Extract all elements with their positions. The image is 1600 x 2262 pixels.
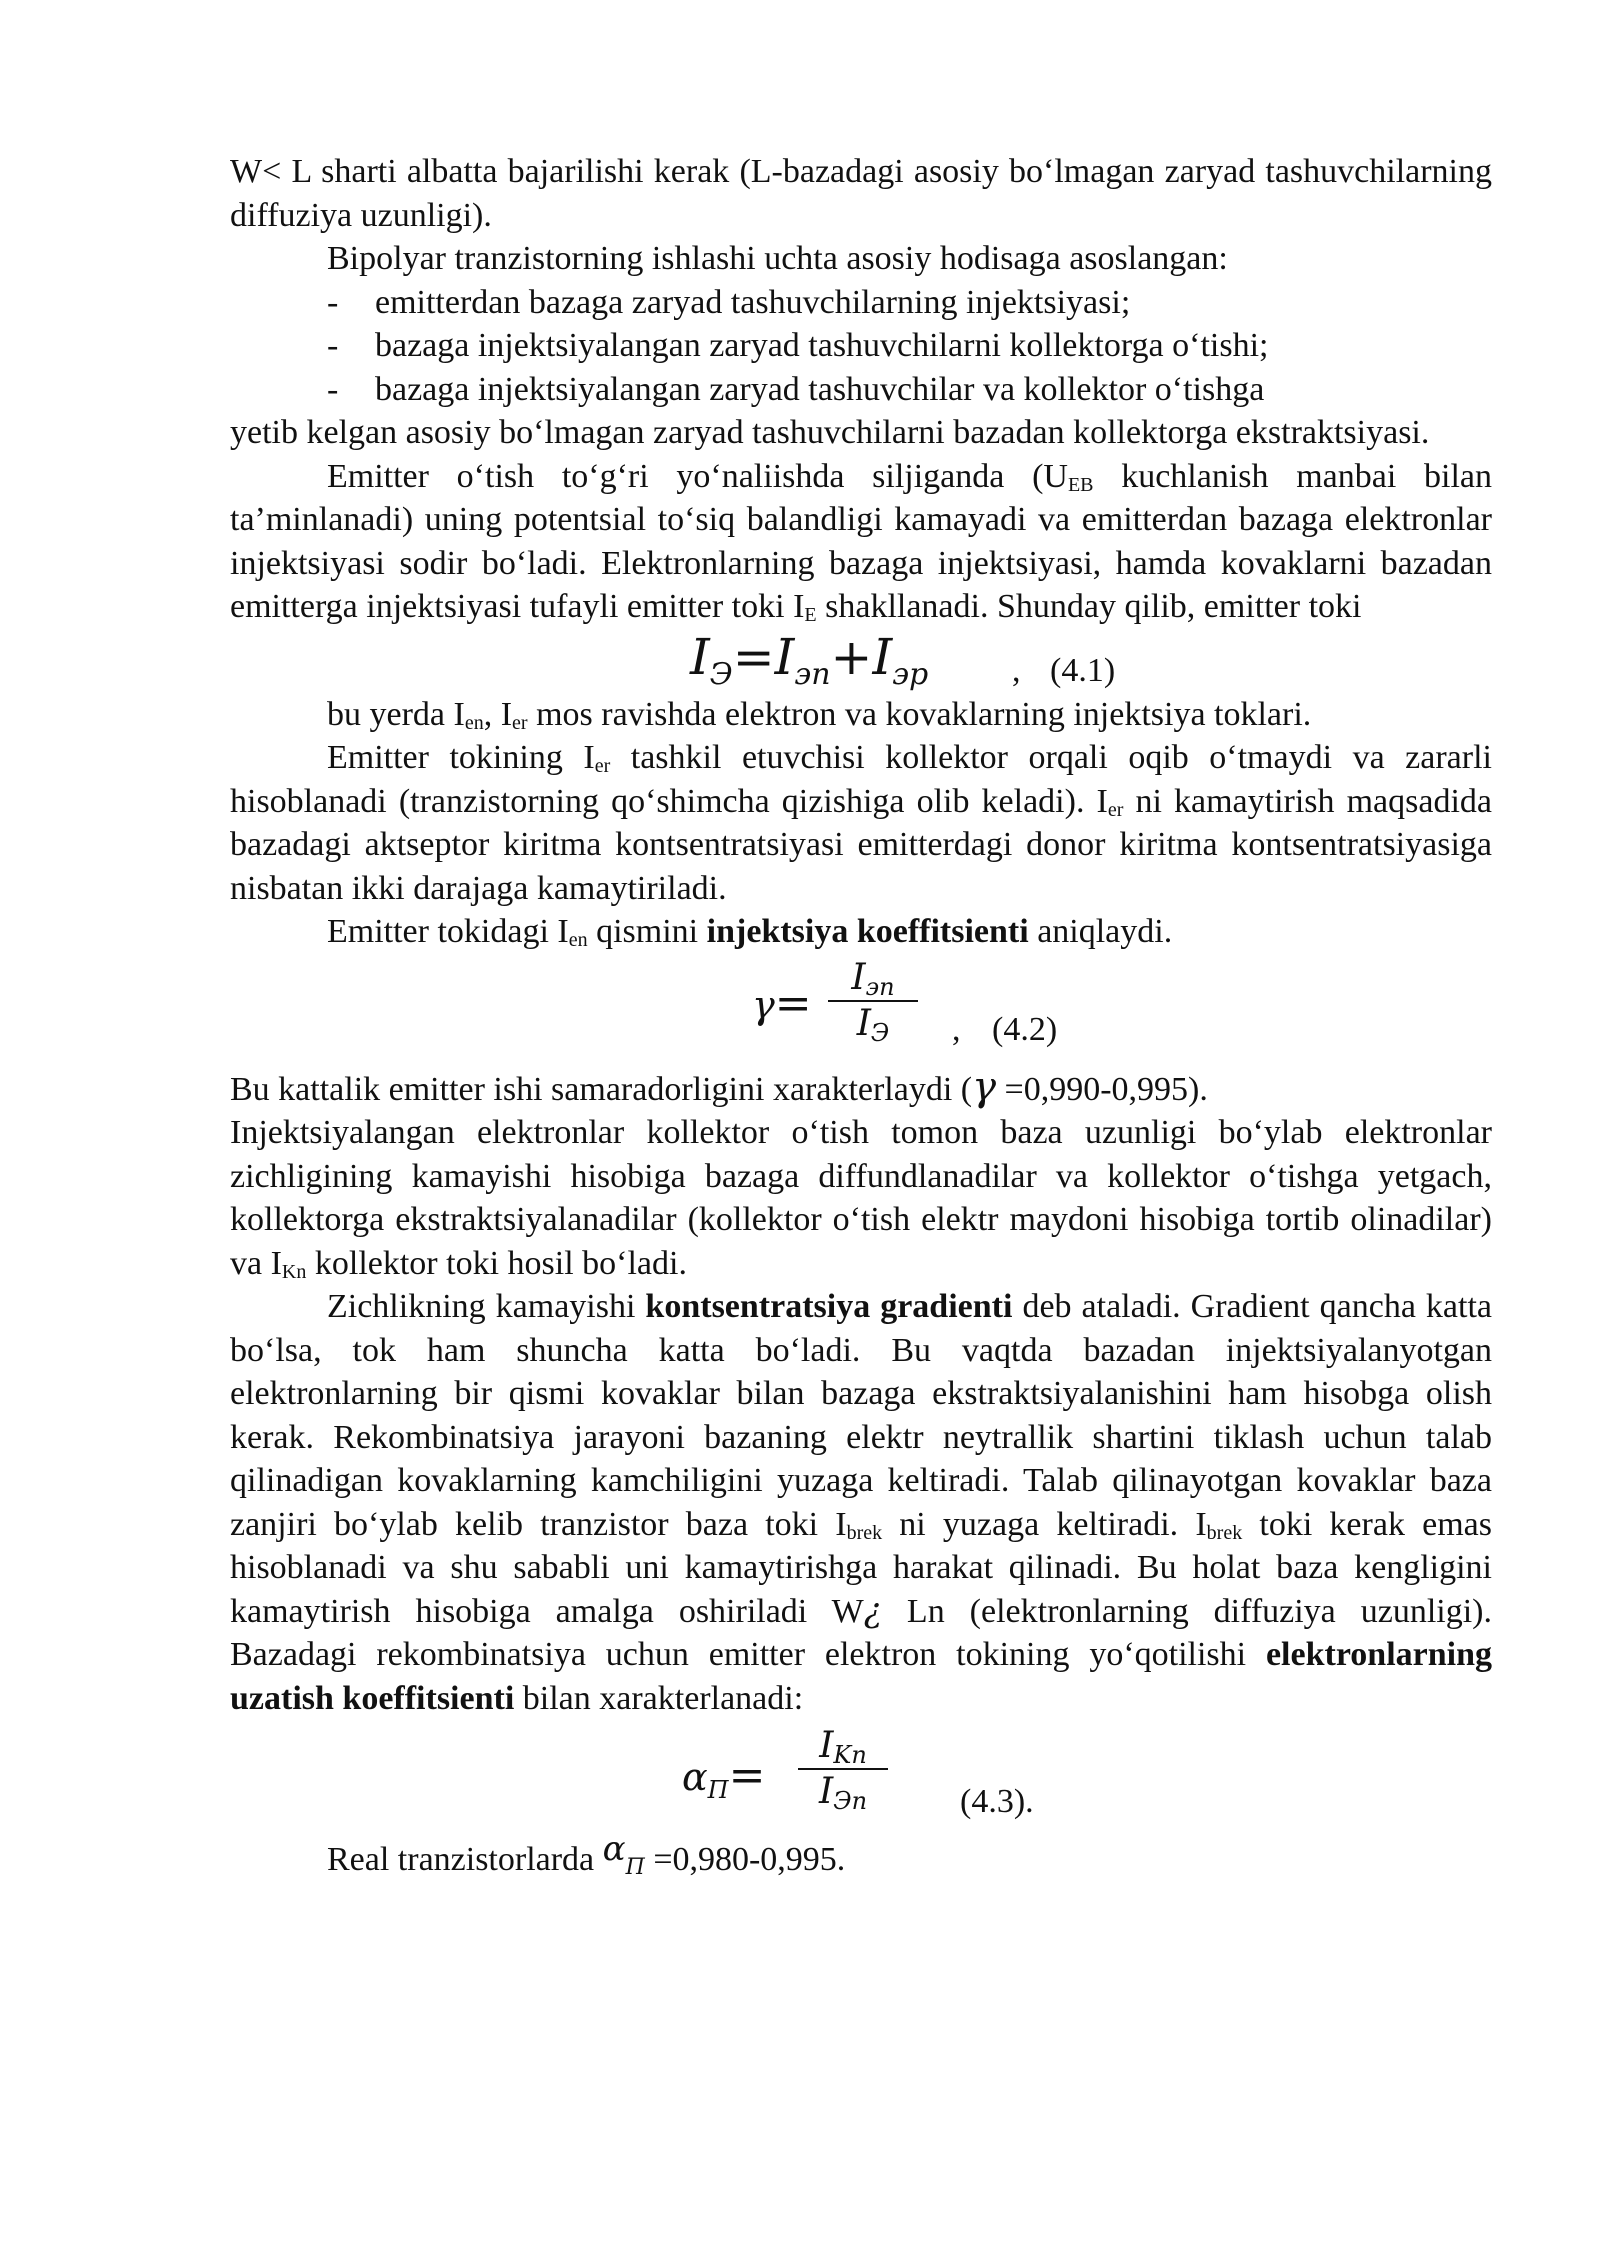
list-item — [230, 324, 1492, 368]
eq-subscript: Э — [870, 1018, 890, 1047]
eq-symbol: I — [856, 1002, 871, 1044]
gamma-symbol: γ — [972, 1063, 997, 1110]
eq-subscript: Эп — [833, 1787, 868, 1815]
eq-subscript: Kn — [833, 1741, 867, 1769]
paragraph-10 — [230, 1285, 1492, 1720]
text-run: Emitter o‘tish to‘g‘ri yo‘naliishda siljiganda (U — [327, 457, 1068, 495]
text-run: shakllanadi. Shunday qilib, emitter toki — [816, 588, 1362, 625]
text-run: =0,990-0,995). — [996, 1070, 1208, 1108]
subscript: Kn — [281, 1260, 307, 1283]
equation-number: (4.1) — [1050, 651, 1116, 689]
eq-subscript: эп — [794, 656, 831, 692]
eq-symbol: I — [774, 627, 795, 686]
eq-separator: , — [952, 1010, 961, 1048]
equation-fraction — [798, 1725, 888, 1815]
paragraph-11 — [230, 1829, 1492, 1882]
paragraph-4 — [230, 455, 1492, 629]
subscript: en — [568, 929, 588, 951]
list-item-text: emitterdan bazaga zaryad tashuvchilarning injektsiyasi; — [375, 283, 1131, 321]
subscript: brek — [1206, 1521, 1243, 1544]
paragraph-8 — [230, 1063, 1492, 1112]
subscript: er — [1107, 798, 1124, 821]
alpha-symbol: α — [602, 1829, 626, 1869]
eq-subscript: П — [707, 1776, 729, 1804]
eq-operator: = — [774, 977, 812, 1029]
text-run: Zichlikning kamayishi — [327, 1288, 646, 1325]
eq-symbol: γ — [752, 982, 775, 1027]
paragraph-3: yetib kelgan asosiy bo‘lmagan zaryad tashuvchilarni bazadan kollektorga ekstraktsiyasi. — [230, 414, 1430, 451]
paragraph-6 — [230, 736, 1492, 910]
text-run: kuchlanish manbai bilan ta’minlanadi) uning potentsial to‘siq balandligi kamayadi va emitterdan bazaga elektronlar injektsiyasi sodir bo‘ladi. Elektronlarning bazaga injektsiyasi, hamda kovaklarni bazadan emitterga injektsiyasi tufayli emitter toki I — [230, 457, 1492, 625]
text-run: Ln (elektronlarning diffuziya uzunligi). Bazadagi rekombinatsiya uchun emitter elektron tokining yo‘qotilishi — [230, 1592, 1493, 1673]
text-run: , I — [483, 695, 513, 733]
equation-fraction — [828, 956, 918, 1047]
list-item-text: bazaga injektsiyalangan zaryad tashuvchilar va kollektor o‘tishga — [375, 370, 1265, 408]
bold-term: kontsentratsiya gradienti — [645, 1288, 1013, 1325]
text-run: bu yerda I — [327, 695, 465, 733]
paragraph-5 — [230, 693, 1492, 737]
subscript: brek — [846, 1521, 883, 1544]
text-run: bilan xarakterlanadi: — [514, 1679, 804, 1717]
eq-operator: + — [830, 627, 873, 686]
text-run: =0,980-0,995. — [644, 1841, 846, 1878]
eq-operator: = — [732, 627, 775, 686]
text-run: aniqlaydi. — [1028, 913, 1173, 950]
eq-subscript: эп — [865, 972, 895, 1001]
fraction-denominator — [798, 1771, 888, 1815]
text-run: ni yuzaga keltiradi. I — [882, 1505, 1207, 1543]
eq-symbol: α — [682, 1755, 708, 1799]
subscript: er — [512, 711, 528, 734]
equation-4-2 — [230, 954, 1492, 1066]
equation-number: (4.3). — [960, 1783, 1034, 1820]
equation-expression — [690, 627, 929, 692]
paragraph-1: W< L sharti albatta bajarilishi kerak (L-bazadagi asosiy bo‘lmagan zaryad tashuvchilarning diffuziya uzunligi). — [230, 153, 1492, 234]
dash-marker: - — [327, 327, 339, 364]
paragraph-2: Bipolyar tranzistorning ishlashi uchta asosiy hodisaga asoslangan: — [327, 240, 1228, 277]
eq-separator: , — [1012, 651, 1021, 689]
list-item — [230, 281, 1492, 325]
subscript: E — [804, 604, 817, 626]
text-run: qismini — [587, 913, 707, 950]
text-run: Emitter tokidagi I — [327, 913, 569, 950]
text-run: Real tranzistorlarda — [327, 1841, 603, 1878]
odd-symbol: ¿ — [863, 1590, 882, 1631]
equation-4-1 — [230, 629, 1492, 693]
eq-symbol: I — [818, 1771, 834, 1812]
equation-lhs — [752, 977, 812, 1029]
eq-subscript: эр — [892, 656, 929, 692]
text-run: Bu kattalik emitter ishi samaradorligini xarakterlaydi ( — [230, 1070, 973, 1108]
subscript: en — [464, 711, 484, 734]
subscript: er — [594, 755, 611, 777]
dash-marker: - — [327, 283, 339, 321]
eq-operator: = — [728, 1750, 766, 1801]
paragraph-9 — [230, 1111, 1492, 1285]
text-run: mos ravishda elektron va kovaklarning injektsiya toklari. — [527, 695, 1312, 733]
equation-lhs — [682, 1750, 766, 1804]
text-run: ni kamaytirish maqsadida bazadagi aktseptor kiritma kontsentratsiyasi emitterdagi donor kiritma kontsentratsiyasiga nisbatan ikki darajaga kamaytiriladi. — [230, 782, 1492, 907]
equation-4-3 — [230, 1720, 1492, 1838]
eq-symbol: I — [690, 627, 710, 686]
equation-number: (4.2) — [992, 1010, 1058, 1048]
subscript: EB — [1067, 473, 1094, 496]
fraction-denominator — [828, 1002, 918, 1047]
bold-term: elektronlarning uzatish koeffitsienti — [230, 1636, 1492, 1717]
text-run: tashkil etuvchisi kollektor orqali oqib o‘tmaydi va zararli hisoblanadi (tranzistorning qo‘shimcha qizishiga olib keladi). I — [230, 739, 1492, 820]
text-run: toki kerak emas hisoblanadi va shu sababli uni kamaytirishga harakat qilinadi. Bu holat baza kengligini kamaytirish hisobiga amalga oshiriladi W — [230, 1505, 1492, 1630]
list-item-text: bazaga injektsiyalangan zaryad tashuvchilarni kollektorga o‘tishi; — [375, 327, 1269, 364]
paragraph-7 — [230, 910, 1492, 954]
text-run: deb ataladi. Gradient qancha katta bo‘lsa, tok ham shuncha katta bo‘ladi. Bu vaqtda bazadan injektsiyalanyotgan elektronlarning bir qismi kovaklar bilan bazaga ekstraktsiyalanishini ham hisobga olish kerak. Rekombinatsiya jarayoni bazaning elektr neytrallik shartini tiklash uchun talab qilinadigan kovaklarning kamchiligini yuzaga keltiradi. Talab qilinayotgan kovaklar baza zanjiri bo‘ylab kelib tranzistor baza toki I — [230, 1288, 1492, 1543]
eq-symbol: I — [872, 627, 893, 686]
list-item — [230, 368, 1492, 412]
fraction-numerator — [828, 956, 918, 1001]
eq-symbol: I — [819, 1725, 834, 1766]
subscript: П — [625, 1855, 645, 1880]
text-run: kollektor toki hosil bo‘ladi. — [306, 1244, 687, 1282]
eq-symbol: I — [851, 956, 866, 998]
eq-subscript: Э — [709, 656, 733, 692]
document-page — [230, 150, 1492, 1882]
fraction-numerator — [798, 1725, 888, 1769]
dash-marker: - — [327, 370, 339, 408]
text-run: Injektsiyalangan elektronlar kollektor o‘tish tomon baza uzunligi bo‘ylab elektronlar zichligining kamayishi hisobiga bazaga diffundlanadilar va kollektor o‘tishga yetgach, kollektorga ekstraktsiyalanadilar (kollektor o‘tish elektr maydoni hisobiga tortib olinadilar) va I — [230, 1114, 1492, 1282]
bold-term: injektsiya koeffitsienti — [706, 913, 1029, 950]
text-run: Emitter tokining I — [327, 739, 595, 776]
